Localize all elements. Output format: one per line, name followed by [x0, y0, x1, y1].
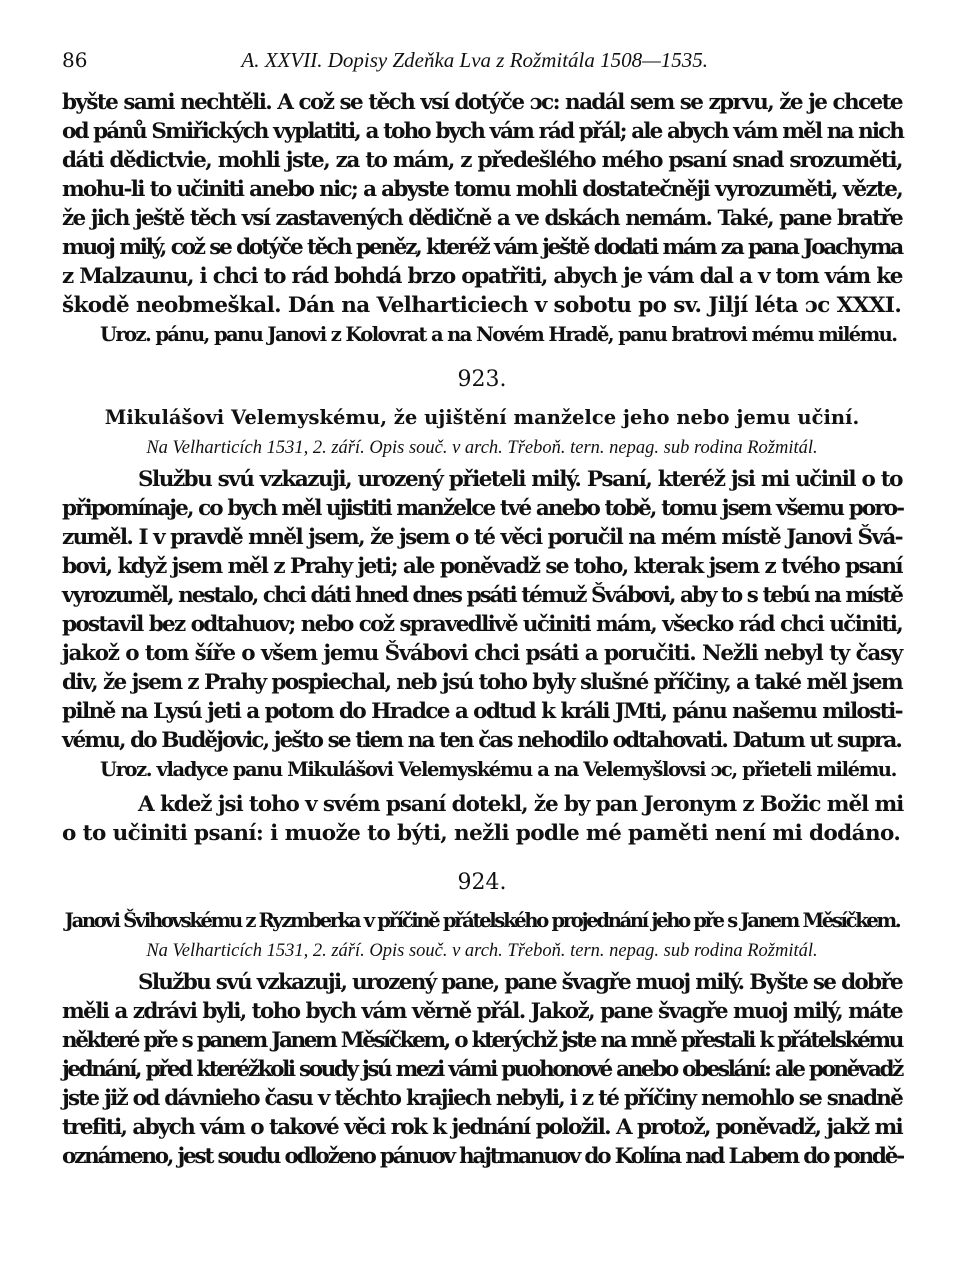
letter-body: [62, 968, 902, 1171]
text-line: muoj milý, což se dotýče těch peněz, kteréž vám ještě dodati mám za pana Joachyma: [62, 235, 902, 260]
letter-source: Na Velharticích 1531, 2. září. Opis souč. v arch. Třeboň. tern. nepag. sub rodina Rožmitál.: [146, 438, 818, 458]
page-number: 86: [62, 48, 88, 72]
letter-source: Na Velharticích 1531, 2. září. Opis souč. v arch. Třeboň. tern. nepag. sub rodina Rožmitál.: [146, 941, 818, 961]
letter-summary: Mikulášovi Velemyskému, že ujištění manželce jeho nebo jemu učiní.: [104, 406, 860, 429]
text-line: některé pře s panem Janem Měsíčkem, o kterýchž jste na mně přestali k přátelskému: [62, 1028, 902, 1053]
letter-address: Uroz. vladyce panu Mikulášovi Velemyskému a na Velemyšlovsi ɔc, přieteli milému.: [100, 758, 896, 781]
text-line: o to učiniti psaní: i muože to býti, nežli podle mé paměti není mi dodáno.: [62, 821, 901, 846]
letter-body-continued: [62, 88, 902, 320]
text-line: dáti dědictvie, mohli jste, za to mám, z předešlého mého psaní snad srozuměti,: [62, 148, 902, 173]
text-line: pilně na Lysú jeti a potom do Hradce a odtud k králi JMti, pánu našemu milosti-: [62, 699, 902, 724]
text-line: jakož o tom šíře o všem jemu Švábovi chci psáti a poručiti. Nežli nebyl ty časy: [62, 641, 902, 666]
text-line: oznámeno, jest soudu odloženo pánuov hajtmanuov do Kolína nad Labem do pondě-: [62, 1144, 903, 1169]
text-line: zuměl. I v pravdě mněl jsem, že jsem o té věci poručil na mém místě Janovi Švá-: [62, 525, 902, 550]
text-line: Službu svú vzkazuji, urozený přieteli milý. Psaní, kteréž jsi mi učinil o to: [138, 467, 902, 492]
text-line: že jich ještě těch vsí zastavených dědičně a ve dskách nemám. Také, pane bratře: [62, 206, 902, 231]
running-title: A. XXVII. Dopisy Zdeňka Lva z Rožmitála 1508—1535.: [241, 48, 709, 72]
letter-address: Uroz. pánu, panu Janovi z Kolovrat a na Novém Hradě, panu bratrovi mému milému.: [100, 323, 897, 346]
text-line: mohu-li to učiniti anebo nic; a abyste tomu mohli dostatečněji vyrozuměti, vězte,: [62, 177, 902, 202]
text-line: škodě neobmeškal. Dán na Velharticiech v sobotu po sv. Jiljí léta ɔc XXXI.: [62, 293, 902, 318]
letter-summary: Janovi Švihovskému z Ryzmberka v příčině přátelského projednání jeho pře s Janem Měsíčkem.: [64, 909, 900, 932]
text-line: vému, do Budějovic, ješto se tiem na ten čas nehodilo odtahovati. Datum ut supra.: [62, 728, 901, 753]
text-line: div, že jsem z Prahy pospiechal, neb jsú toho byly slušné příčiny, a také měl jsem: [62, 670, 902, 695]
text-line: z Malzaunu, i chci to rád bohdá brzo opatřiti, abych je vám dal a v tom vám ke: [62, 264, 902, 289]
running-head: [62, 48, 902, 88]
letter-number: 924.: [457, 870, 507, 895]
text-line: trefiti, abych vám o takové věci rok k jednání položil. A protož, poněvadž, jakž mi: [62, 1115, 902, 1140]
text-line: byšte sami nechtěli. A což se těch vsí dotýče ɔc: nadál sem se zprvu, že je chcete: [62, 90, 902, 115]
text-line: jste již od dávnieho času v těchto krajiech nebyli, i z té příčiny nemohlo se snadně: [62, 1086, 902, 1111]
text-line: postavil bez odtahuov; nebo což spravedlivě učiniti mám, všecko rád chci učiniti,: [62, 612, 902, 637]
text-line: bovi, když jsem měl z Prahy jeti; ale poněvadž se toho, kterak jsem z tvého psaní: [62, 554, 902, 579]
text-line: jednání, před kteréžkoli soudy jsú mezi vámi puohonové anebo obeslání: ale poněvadž: [62, 1057, 902, 1082]
text-line: A kdež jsi toho v svém psaní dotekl, že by pan Jeronym z Božic měl mi: [138, 792, 904, 817]
text-line: od pánů Smiřických vyplatiti, a toho bych vám rád přál; ale abych vám měl na nich: [62, 119, 904, 144]
letter-postscript: [62, 790, 902, 848]
letter-number: 923.: [457, 367, 507, 392]
text-line: měli a zdrávi byli, toho bych vám věrně přál. Jakož, pane švagře muoj milý, máte: [62, 999, 902, 1024]
document-page: [62, 48, 902, 1171]
text-line: vyrozuměl, nestalo, chci dáti hned dnes psáti témuž Švábovi, aby to s tebú na místě: [62, 583, 902, 608]
text-line: Službu svú vzkazuji, urozený pane, pane švagře muoj milý. Byšte se dobře: [138, 970, 902, 995]
text-line: připomínaje, co bych měl ujistiti manželce tvé anebo tobě, tomu jsem všemu poro-: [62, 496, 904, 521]
letter-body: [62, 465, 902, 755]
